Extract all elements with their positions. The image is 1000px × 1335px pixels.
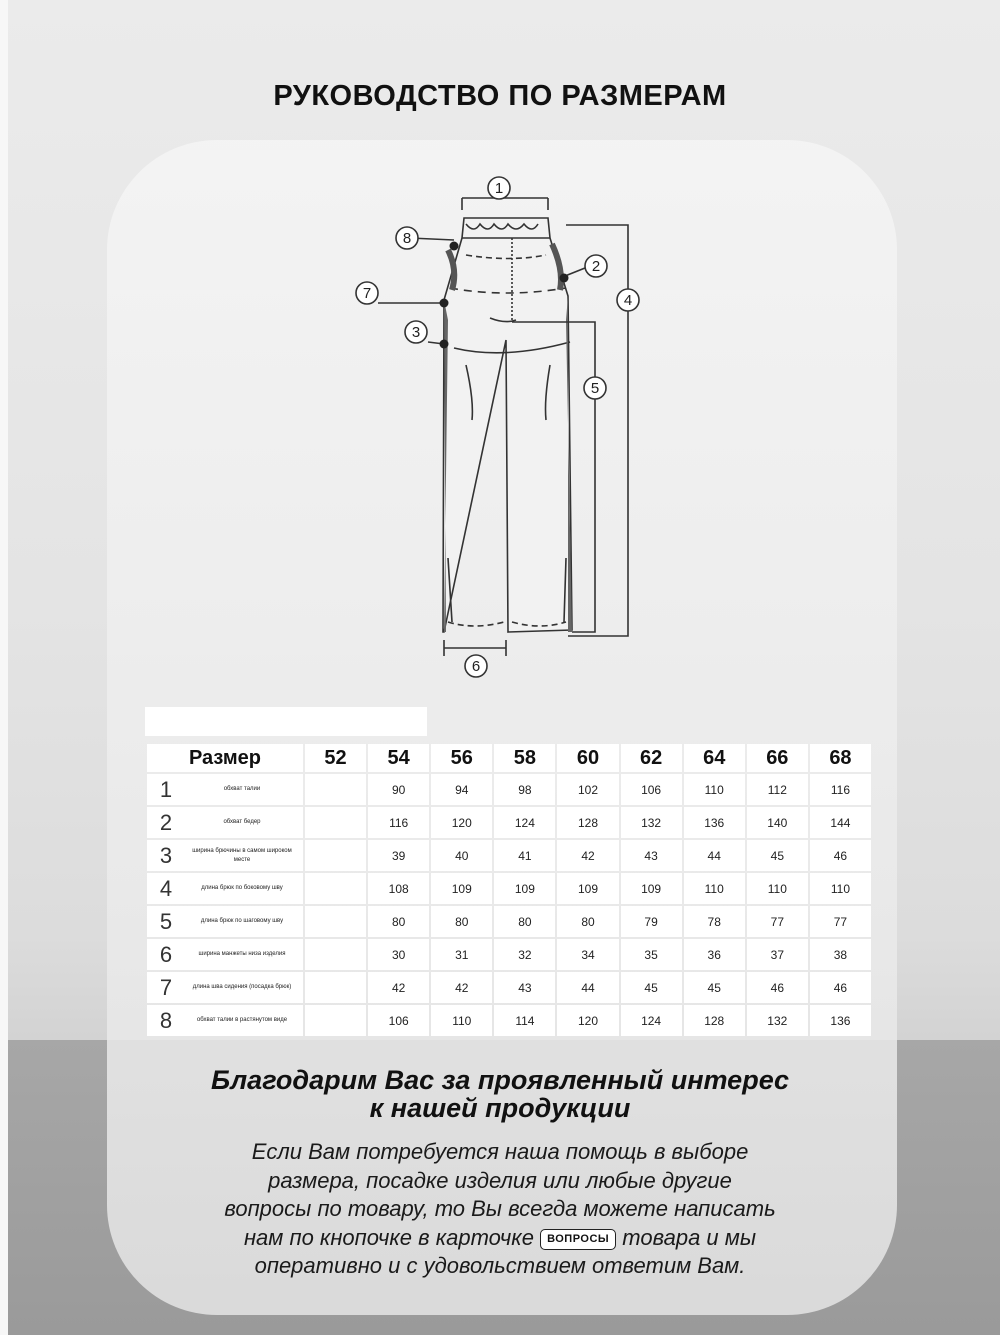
value-cell: 136 bbox=[684, 807, 745, 838]
value-cell: 39 bbox=[368, 840, 429, 871]
param-cell bbox=[147, 906, 303, 937]
table-row bbox=[147, 840, 871, 871]
param-number: 7 bbox=[159, 974, 173, 1000]
value-cell bbox=[305, 873, 366, 904]
page-title: РУКОВОДСТВО ПО РАЗМЕРАМ bbox=[273, 80, 727, 112]
value-cell: 110 bbox=[684, 873, 745, 904]
marker-2: 2 bbox=[591, 258, 601, 275]
param bbox=[147, 807, 303, 838]
help-line-4-start: нам по кнопочке в карточке bbox=[243, 1224, 534, 1250]
param-label: обхват бедер bbox=[223, 819, 261, 825]
value-cell bbox=[305, 906, 366, 937]
marker-7: 7 bbox=[362, 285, 372, 302]
table-row bbox=[147, 873, 871, 904]
questions-button[interactable]: ВОПРОСЫ bbox=[540, 1229, 616, 1250]
size-table bbox=[145, 742, 873, 1038]
value-cell bbox=[305, 972, 366, 1003]
value-cell: 80 bbox=[368, 906, 429, 937]
value-cell: 140 bbox=[747, 807, 808, 838]
help-text bbox=[0, 1138, 1000, 1281]
value-cell: 44 bbox=[557, 972, 618, 1003]
table-row bbox=[147, 972, 871, 1003]
value-cell: 32 bbox=[494, 939, 555, 970]
frame-edge bbox=[0, 0, 8, 1335]
param-label: обхват талии bbox=[223, 786, 261, 792]
value-cell: 124 bbox=[621, 1005, 682, 1036]
param bbox=[147, 774, 303, 805]
marker-1: 1 bbox=[494, 180, 504, 197]
param-cell bbox=[147, 972, 303, 1003]
size-header-label: Размер bbox=[147, 744, 303, 772]
value-cell: 42 bbox=[431, 972, 492, 1003]
help-line-1: Если Вам потребуется наша помощь в выборе bbox=[251, 1139, 749, 1164]
help-line-4 bbox=[0, 1224, 1000, 1253]
marker-5: 5 bbox=[590, 380, 600, 397]
value-cell: 136 bbox=[810, 1005, 871, 1036]
value-cell: 80 bbox=[494, 906, 555, 937]
param-number: 6 bbox=[159, 941, 173, 967]
param bbox=[147, 1005, 303, 1036]
value-cell: 77 bbox=[747, 906, 808, 937]
value-cell: 36 bbox=[684, 939, 745, 970]
value-cell bbox=[305, 840, 366, 871]
value-cell: 98 bbox=[494, 774, 555, 805]
marker-3: 3 bbox=[411, 324, 421, 341]
param bbox=[147, 840, 303, 871]
value-cell: 109 bbox=[557, 873, 618, 904]
thanks-line-2: к нашей продукции bbox=[369, 1093, 631, 1123]
marker-8: 8 bbox=[402, 230, 412, 247]
param-label: длина брюк по шаговому шву bbox=[200, 918, 284, 924]
value-cell: 46 bbox=[810, 840, 871, 871]
param-number: 5 bbox=[159, 908, 173, 934]
table-header-row bbox=[147, 744, 871, 772]
value-cell: 34 bbox=[557, 939, 618, 970]
value-cell: 79 bbox=[621, 906, 682, 937]
param bbox=[147, 906, 303, 937]
size-col-header: 60 bbox=[557, 744, 618, 772]
value-cell: 109 bbox=[621, 873, 682, 904]
help-line-4-end: товара и мы bbox=[622, 1224, 757, 1250]
param-cell bbox=[147, 774, 303, 805]
value-cell: 124 bbox=[494, 807, 555, 838]
param-label: длина шва сидения (посадка брюк) bbox=[192, 984, 292, 990]
value-cell: 132 bbox=[621, 807, 682, 838]
value-cell: 31 bbox=[431, 939, 492, 970]
value-cell: 128 bbox=[684, 1005, 745, 1036]
value-cell: 106 bbox=[621, 774, 682, 805]
value-cell: 30 bbox=[368, 939, 429, 970]
value-cell: 45 bbox=[684, 972, 745, 1003]
help-line-5: оперативно и с удовольствием ответим Вам. bbox=[254, 1253, 746, 1278]
size-col-header: 54 bbox=[368, 744, 429, 772]
param bbox=[147, 972, 303, 1003]
param bbox=[147, 939, 303, 970]
value-cell: 110 bbox=[810, 873, 871, 904]
param-number: 1 bbox=[159, 776, 173, 802]
param-label: ширина брючины в самом широком месте bbox=[192, 847, 292, 863]
value-cell: 112 bbox=[747, 774, 808, 805]
help-line-3: вопросы по товару, то Вы всегда можете написать bbox=[224, 1196, 776, 1221]
value-cell: 45 bbox=[621, 972, 682, 1003]
size-col-header: 52 bbox=[305, 744, 366, 772]
value-cell: 37 bbox=[747, 939, 808, 970]
value-cell: 110 bbox=[431, 1005, 492, 1036]
value-cell: 144 bbox=[810, 807, 871, 838]
size-col-header: 68 bbox=[810, 744, 871, 772]
value-cell: 40 bbox=[431, 840, 492, 871]
value-cell: 108 bbox=[368, 873, 429, 904]
table-row bbox=[147, 1005, 871, 1036]
value-cell: 46 bbox=[810, 972, 871, 1003]
param-label: обхват талии в растянутом виде bbox=[196, 1017, 288, 1023]
value-cell: 46 bbox=[747, 972, 808, 1003]
value-cell: 116 bbox=[368, 807, 429, 838]
param-cell bbox=[147, 840, 303, 871]
param-label: длина брюк по боковому шву bbox=[201, 885, 283, 891]
param-cell bbox=[147, 873, 303, 904]
value-cell: 128 bbox=[557, 807, 618, 838]
size-col-header: 56 bbox=[431, 744, 492, 772]
value-cell: 38 bbox=[810, 939, 871, 970]
param-cell bbox=[147, 1005, 303, 1036]
value-cell: 132 bbox=[747, 1005, 808, 1036]
param-number: 2 bbox=[159, 809, 173, 835]
table-row bbox=[147, 906, 871, 937]
size-col-header: 64 bbox=[684, 744, 745, 772]
value-cell: 41 bbox=[494, 840, 555, 871]
value-cell: 43 bbox=[621, 840, 682, 871]
value-cell: 94 bbox=[431, 774, 492, 805]
value-cell: 120 bbox=[557, 1005, 618, 1036]
value-cell: 90 bbox=[368, 774, 429, 805]
value-cell: 44 bbox=[684, 840, 745, 871]
value-cell: 110 bbox=[684, 774, 745, 805]
value-cell: 35 bbox=[621, 939, 682, 970]
value-cell: 78 bbox=[684, 906, 745, 937]
value-cell bbox=[305, 1005, 366, 1036]
value-cell: 80 bbox=[431, 906, 492, 937]
param-number: 3 bbox=[159, 842, 173, 868]
param-number: 8 bbox=[159, 1007, 173, 1033]
value-cell: 114 bbox=[494, 1005, 555, 1036]
marker-4: 4 bbox=[623, 292, 633, 309]
param-number: 4 bbox=[159, 875, 173, 901]
value-cell bbox=[305, 939, 366, 970]
value-cell: 106 bbox=[368, 1005, 429, 1036]
size-col-header: 66 bbox=[747, 744, 808, 772]
size-col-header: 58 bbox=[494, 744, 555, 772]
param bbox=[147, 873, 303, 904]
value-cell bbox=[305, 807, 366, 838]
value-cell: 116 bbox=[810, 774, 871, 805]
value-cell: 42 bbox=[368, 972, 429, 1003]
value-cell: 109 bbox=[431, 873, 492, 904]
value-cell: 80 bbox=[557, 906, 618, 937]
value-cell: 43 bbox=[494, 972, 555, 1003]
thanks-line-1: Благодарим Вас за проявленный интерес bbox=[210, 1065, 790, 1095]
value-cell: 109 bbox=[494, 873, 555, 904]
param-cell bbox=[147, 807, 303, 838]
value-cell: 120 bbox=[431, 807, 492, 838]
marker-6: 6 bbox=[471, 658, 481, 675]
value-cell: 102 bbox=[557, 774, 618, 805]
blank-header-box bbox=[145, 707, 427, 736]
thanks-message bbox=[0, 1066, 1000, 1122]
trousers-diagram bbox=[340, 170, 660, 690]
param-cell bbox=[147, 939, 303, 970]
size-col-header: 62 bbox=[621, 744, 682, 772]
value-cell: 45 bbox=[747, 840, 808, 871]
table-row bbox=[147, 807, 871, 838]
table-row bbox=[147, 939, 871, 970]
param-label: ширина манжеты низа изделия bbox=[198, 951, 286, 957]
value-cell bbox=[305, 774, 366, 805]
value-cell: 110 bbox=[747, 873, 808, 904]
help-line-2: размера, посадке изделия или любые другие bbox=[268, 1167, 732, 1193]
value-cell: 42 bbox=[557, 840, 618, 871]
table-row bbox=[147, 774, 871, 805]
value-cell: 77 bbox=[810, 906, 871, 937]
